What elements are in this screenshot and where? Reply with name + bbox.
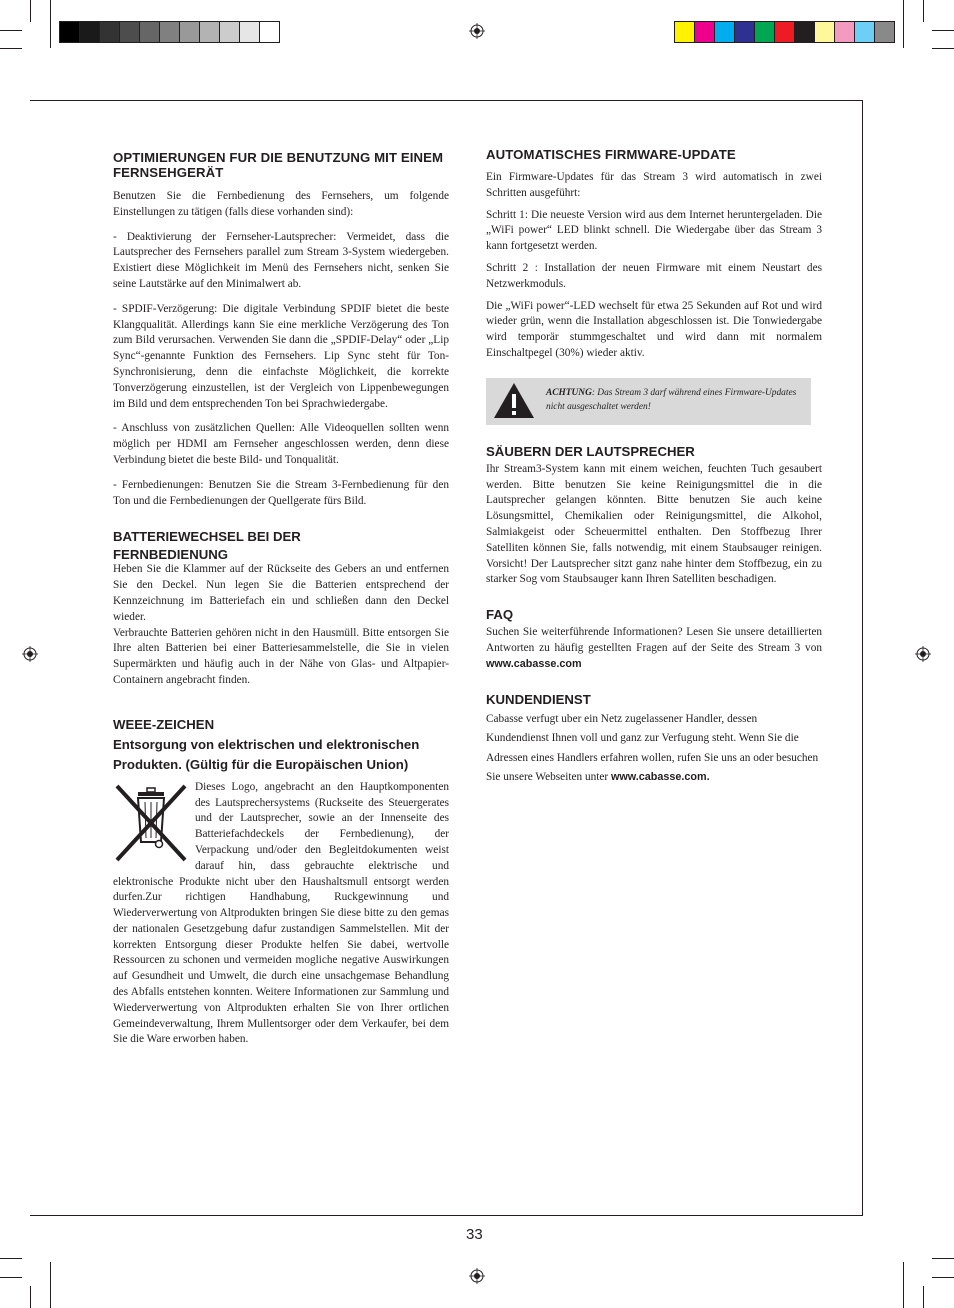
battery-disposal-text: Verbrauchte Batterien gehören nicht in den Hausmüll. Bitte entsorgen Sie Ihre alten Batterien bei einer Batteriesammelstelle, die Sie in vielen Supermärkten und häufig auch in der Nähe von Glas- und Altpapier-Containern angebracht finden.: [113, 626, 449, 686]
gray-swatch: [240, 22, 260, 42]
crop-mark: [932, 1277, 954, 1278]
registration-mark-icon: [469, 23, 485, 39]
page-frame-top: [30, 100, 863, 101]
gray-swatch: [80, 22, 100, 42]
spdif-delay-text: - SPDIF-Verzögerung: Die digitale Verbindung SPDIF bietet die beste Klangqualität. Allerdings kann Sie eine merkliche Verzögerung des Ton zum Bild verursachen. Verwenden Sie dann die „SPDIF-Delay“ oder „Lip Sync“-genannte Funktion des Fernsehers. Lip Sync steht für Ton-Synchronisierung, denn die einfachste Möglichkeit, die korrekte Tonverzögerung einzustellen, ist der Vergleich von Lippenbewegungen im Bild und dem entsprechenden Ton bei Sprachwiedergabe.: [113, 302, 449, 410]
tv-optimization-heading: OPTIMIERUNGEN FUR DIE BENUTZUNG MIT EINEM FERNSEHGERÄT: [113, 150, 444, 180]
crossed-bin-icon: [113, 780, 193, 866]
crop-mark: [30, 1286, 31, 1308]
tv-speaker-deactivation-text: - Deaktivierung der Fernseher-Lautsprecher: Vermeidet, dass die Lautsprecher des Fernsehers parallel zum Stream 3-System wiedergeben. Existiert diese Möglichkeit im Menü des Fernsehers nicht, senken Sie seine Lautstärke auf den Minimalwert ab.: [113, 230, 449, 290]
remotes-text: - Fernbedienungen: Benutzen Sie die Stream 3-Fernbedienung für den Ton und die Fernbedienungen der Quellgerate fürs Bild.: [113, 478, 449, 507]
grayscale-bar: [59, 21, 280, 43]
faq-heading: FAQ: [486, 607, 514, 623]
firmware-warning-box: [486, 378, 811, 425]
warning-label: ACHTUNG: [546, 387, 592, 398]
weee-heading: WEEE-ZEICHEN: [113, 716, 215, 732]
faq-website-link[interactable]: www.cabasse.com: [486, 657, 582, 670]
color-swatch: [815, 22, 835, 42]
left-column: [113, 146, 449, 1048]
crop-mark: [0, 30, 22, 31]
tv-optimization-intro: Benutzen Sie die Fernbedienung des Fernsehers, um folgende Einstellungen zu tätigen (falls diese vorhanden sind):: [113, 190, 449, 218]
crop-mark: [50, 1262, 51, 1308]
registration-mark-icon: [915, 646, 931, 662]
gray-swatch: [180, 22, 200, 42]
additional-sources-text: - Anschluss von zusätzlichen Quellen: Alle Videoquellen sollten wenn möglich per HDMI am Fernseher angeschlossen werden, denn diese Verbindung bietet die beste Bild- und Tonqualität.: [113, 422, 449, 466]
customer-service-body: Cabasse verfugt uber ein Netz zugelassener Handler, dessen Kundendienst Ihnen voll und ganz zur Verfugung steht. Wenn Sie die Adressen eines Handlers erfahren wollen, rufen Sie uns an oder besuchen Sie unsere Webseiten unter: [486, 712, 819, 784]
weee-subheading: Entsorgung von elektrischen und elektronischen Produkten. (Gültig für die Europäischen Union): [113, 736, 420, 772]
customer-service-website-link[interactable]: www.cabasse.com.: [611, 771, 710, 784]
crop-mark: [0, 48, 22, 49]
registration-mark-icon: [469, 1268, 485, 1284]
gray-swatch: [160, 22, 180, 42]
color-swatch: [855, 22, 875, 42]
color-swatch: [735, 22, 755, 42]
firmware-led-text: Die „WiFi power“-LED wechselt für etwa 25 Sekunden auf Rot und wird wieder grün, wenn die Installation abgeschlossen ist. Die Tonwiedergabe wird temporär stummgeschaltet und wird dann mit normalem Einschaltpegel (30%) wieder aktiv.: [486, 299, 822, 359]
gray-swatch: [120, 22, 140, 42]
cleaning-heading: SÄUBERN DER LAUTSPRECHER: [486, 443, 695, 459]
color-bar: [674, 21, 895, 43]
faq-body: Suchen Sie weiterführende Informationen? Lesen Sie unsere detaillierten Antworten zu häufig gestellten Fragen auf der Seite des Stream 3 von: [486, 626, 822, 654]
crop-mark: [0, 1277, 22, 1278]
faq-text: [486, 625, 822, 672]
warning-triangle-icon: [492, 381, 536, 421]
color-swatch: [875, 22, 894, 42]
registration-mark-icon: [22, 646, 38, 662]
crop-mark: [932, 1258, 954, 1259]
warning-message: : Das Stream 3 darf während eines Firmware-Updates nicht ausgeschaltet werden!: [546, 387, 797, 412]
battery-heading-line2: FERNBEDIENUNG: [113, 547, 229, 563]
firmware-step2-text: Schritt 2 : Installation der neuen Firmware mit einem Neustart des Netzwerkmoduls.: [486, 261, 822, 290]
color-swatch: [775, 22, 795, 42]
right-column: [486, 146, 822, 788]
cleaning-text: Ihr Stream3-System kann mit einem weichen, feuchten Tuch gesaubert werden. Bitte benutzen Sie keine Reinigungsmittel die in die Lautsprecher gelangen könnten. Bitte benutzen Sie auch keine Lösungsmittel, Chemikalien oder Reinigungsmittel, die Alkohol, Salmiakgeist oder Scheuermittel enthalten. Den Stoffbezug Ihrer Satelliten können Sie, falls notwendig, mit einem Staubsauger reinigen. Vorsicht! Der Lautsprecher sitzt ganz nahe hinter dem Stoffbezug, ein zu starker Sog vom Staubsauger kann Ihren Satelliten beschadigen.: [486, 462, 822, 586]
crop-mark: [30, 0, 31, 22]
customer-service-heading: KUNDENDIENST: [486, 691, 591, 707]
color-swatch: [675, 22, 695, 42]
gray-swatch: [140, 22, 160, 42]
gray-swatch: [100, 22, 120, 42]
page-frame-right: [862, 100, 863, 1216]
gray-swatch: [220, 22, 240, 42]
color-swatch: [835, 22, 855, 42]
warning-text: [546, 386, 804, 414]
gray-swatch: [260, 22, 279, 42]
color-swatch: [695, 22, 715, 42]
weee-text: Dieses Logo, angebracht an den Hauptkomponenten des Lautsprechersystems (Ruckseite des Steuergerates und der Lautsprecher, sowie an der Innenseite des Batteriefachdeckels der Fernbedienung), der Verpackung und/oder den Begleitdokumenten weist darauf hin, dass gebrauchte elektrische und elektronische Produkte nicht uber den Haushaltsmull entsorgt werden durfen.Zur richtigen Handhabung, Ruckgewinnung und Wiederverwertung von Altprodukten bringen Sie diese bitte zu den gemas der nationalen Gesetzgebung dafur zustandigen Sammelstellen. Mit der korrekten Entsorgung dieser Produkte helfen Sie dabei, wertvolle Ressourcen zu schonen und vermeiden mogliche negative Auswirkungen auf Gesundheit und Umwelt, die durch eine unsachgemase Behandlung des Abfalls entstehen konnten. Weitere Informationen zur Sammlung und Wiederverwertung von Altprodukten erhalten Sie von Ihrer ortlichen Gemeindeverwaltung, Ihrem Mullentsorger oder dem Verkaufer, bei dem Sie die Ware erworben haben.: [113, 780, 449, 1046]
crop-mark: [932, 30, 954, 31]
crop-mark: [932, 48, 954, 49]
color-swatch: [755, 22, 775, 42]
page-number: 33: [466, 1226, 483, 1243]
crop-mark: [923, 1286, 924, 1308]
firmware-step1-text: Schritt 1: Die neueste Version wird aus dem Internet heruntergeladen. Die „WiFi power“ LED blinkt schnell. Die Wiedergabe über das Stream 3 kann fortgesetzt werden.: [486, 208, 822, 253]
gray-swatch: [200, 22, 220, 42]
crop-mark: [50, 0, 51, 48]
battery-replace-text: Heben Sie die Klammer auf der Rückseite des Gebers an und entfernen Sie den Deckel. Nun legen Sie die Batterien entsprechend der Kennzeichnung im Batteriefach ein und schließen dann den Deckel wieder.: [113, 563, 449, 623]
battery-heading-line1: BATTERIEWECHSEL BEI DER: [113, 529, 301, 545]
firmware-update-heading: AUTOMATISCHES FIRMWARE-UPDATE: [486, 147, 736, 162]
color-swatch: [795, 22, 815, 42]
firmware-intro-text: Ein Firmware-Updates für das Stream 3 wird automatisch in zwei Schritten ausgeführt:: [486, 171, 822, 199]
gray-swatch: [60, 22, 80, 42]
color-swatch: [715, 22, 735, 42]
crop-mark: [923, 0, 924, 22]
crop-mark: [0, 1258, 22, 1259]
page-frame-bottom: [30, 1215, 863, 1216]
crop-mark: [903, 0, 904, 48]
crop-mark: [903, 1262, 904, 1308]
customer-service-text: [486, 710, 822, 788]
